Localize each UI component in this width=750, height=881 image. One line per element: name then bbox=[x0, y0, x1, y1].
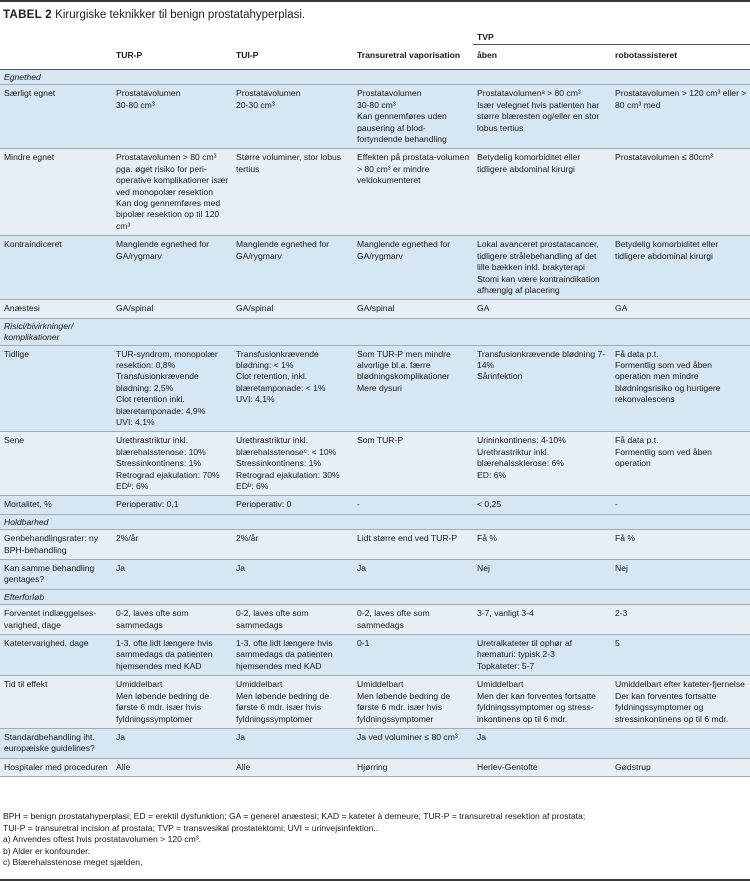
table-cell: - bbox=[611, 496, 750, 514]
table-cell: Få data p.t. Formentlig som ved åben operation men mindre blødningsrisiko og hurtigere rekonvalescens bbox=[611, 345, 750, 432]
table-cell: GA/spinal bbox=[112, 300, 232, 318]
table-row bbox=[0, 605, 750, 635]
row-label: Katetervarighed, dage bbox=[0, 635, 112, 676]
table-cell: Umiddelbart efter kateter-fjernelse Der kan forventes fortsatte fyldningssymptomer og stressinkontinens op til 6 mdr. bbox=[611, 676, 750, 729]
table-row bbox=[0, 676, 750, 729]
table-cell: Få data p.t. Formentlig som ved åben operation bbox=[611, 432, 750, 496]
table-cell: 2%/år bbox=[112, 530, 232, 560]
table-cell: Urininkontinens: 4-10% Urethrastriktur inkl. blærehalssklerose: 6% ED: 6% bbox=[473, 432, 611, 496]
table-cell: Større voluminer, stor lobus tertius bbox=[232, 149, 353, 236]
row-label: Hospitaler med proceduren bbox=[0, 758, 112, 776]
table-cell: GA/spinal bbox=[232, 300, 353, 318]
table-cell: Ja bbox=[232, 560, 353, 590]
table-cell: Som TUR-P bbox=[353, 432, 473, 496]
table-cell: Manglende egnethed for GA/rygmarv bbox=[353, 236, 473, 300]
techniques-table bbox=[0, 30, 750, 777]
section-label: Efterforløb bbox=[0, 589, 750, 604]
table-cell: Prostatavolumen 30-80 cm³ Kan gennemføres uden pausering af blod-fortyndende behandling bbox=[353, 85, 473, 149]
header-col-vaporisation: Transuretral vaporisation bbox=[353, 45, 473, 70]
section-label: Risici/bivirkninger/ komplikationer bbox=[0, 318, 750, 345]
section-row bbox=[0, 589, 750, 604]
table-cell: Ja bbox=[473, 728, 611, 758]
table-cell: GA/spinal bbox=[353, 300, 473, 318]
table-cell: Umiddelbart Men løbende bedring de første 6 mdr. især hvis fyldningssymptomer bbox=[112, 676, 232, 729]
table-row bbox=[0, 236, 750, 300]
table-cell: Prostatavolumen ≤ 80cm³ bbox=[611, 149, 750, 236]
row-label: Kontraindiceret bbox=[0, 236, 112, 300]
table-title: Kirurgiske teknikker til benign prostatahyperplasi. bbox=[51, 9, 306, 21]
table-cell: 1-3, ofte lidt længere hvis sammedags da patienten hjemsendes med KAD bbox=[232, 635, 353, 676]
footnote: a) Anvendes oftest hvis prostatavolumen > 120 cm³. bbox=[3, 834, 201, 845]
table-cell: 1-3, ofte lidt længere hvis sammedags da patienten hjemsendes med KAD bbox=[112, 635, 232, 676]
table-cell: Umiddelbart Men løbende bedring de første 6 mdr. især hvis fyldningssymptomer bbox=[232, 676, 353, 729]
table-cell: Transfusionkrævende blødning 7-14% Sårinfektion bbox=[473, 345, 611, 432]
table-row bbox=[0, 149, 750, 236]
row-label: Anæstesi bbox=[0, 300, 112, 318]
table-cell: Umiddelbart Men løbende bedring de første 6 mdr. især hvis fyldningssymptomer bbox=[353, 676, 473, 729]
table-cell: Som TUR-P men mindre alvorlige bl.a. færre blødningskomplikationer Mere dysuri bbox=[353, 345, 473, 432]
table-row bbox=[0, 530, 750, 560]
header-col-turp: TUR-P bbox=[112, 45, 232, 70]
table-cell: 0-1 bbox=[353, 635, 473, 676]
row-label: Standardbehandling iht. europæiske guidelines? bbox=[0, 728, 112, 758]
header-col-robot: robotassisteret bbox=[611, 45, 750, 70]
table-cell: < 0,25 bbox=[473, 496, 611, 514]
table-row bbox=[0, 635, 750, 676]
section-label: Egnethed bbox=[0, 70, 750, 85]
table-cell: Nej bbox=[611, 560, 750, 590]
section-row bbox=[0, 514, 750, 529]
table-cell: Urethrastriktur inkl. blærehalsstenoseᶜ: < 10% Stressinkontinens: 1% Retrograd ejakulation: 30% EDᵇ: 6% bbox=[232, 432, 353, 496]
footnote: c) Blærehalsstenose meget sjælden, bbox=[3, 857, 143, 868]
table-row bbox=[0, 432, 750, 496]
table-cell: Manglende egnethed for GA/rygmarv bbox=[232, 236, 353, 300]
table-cell: 2%/år bbox=[232, 530, 353, 560]
table-cell: Alle bbox=[232, 758, 353, 776]
table-cell: Ja bbox=[232, 728, 353, 758]
table-cell: Prostatavolumen 20-30 cm³ bbox=[232, 85, 353, 149]
header-col-0 bbox=[0, 45, 112, 70]
table-cell: Transfusionkrævende blødning: < 1% Clot retention, inkl. blæretamponade: < 1% UVI: 4,1% bbox=[232, 345, 353, 432]
table-row bbox=[0, 728, 750, 758]
table-cell: Prostatavolumen > 120 cm³ eller > 80 cm³ med bbox=[611, 85, 750, 149]
header-col-tuip: TUI-P bbox=[232, 45, 353, 70]
row-label: Sene bbox=[0, 432, 112, 496]
table-cell: GA bbox=[473, 300, 611, 318]
table-row bbox=[0, 300, 750, 318]
row-label: Særligt egnet bbox=[0, 85, 112, 149]
table-cell bbox=[611, 728, 750, 758]
table-cell: 0-2, laves ofte som sammedags bbox=[112, 605, 232, 635]
table-label: TABEL 2 bbox=[3, 9, 52, 21]
row-label: Forventet indlæggelses-varighed, dage bbox=[0, 605, 112, 635]
table-cell: 5 bbox=[611, 635, 750, 676]
table-cell: Lidt større end ved TUR-P bbox=[353, 530, 473, 560]
header-col-aaben: åben bbox=[473, 45, 611, 70]
row-label: Tid til effekt bbox=[0, 676, 112, 729]
row-label: Kan samme behandling gentages? bbox=[0, 560, 112, 590]
table-cell: 2-3 bbox=[611, 605, 750, 635]
table-cell: - bbox=[353, 496, 473, 514]
table-cell: Gødstrup bbox=[611, 758, 750, 776]
footnote: TUI-P = transuretral incision af prostata; TVP = transvesikal prostatektomi; UVI = urinvejsinfektion.. bbox=[3, 822, 379, 833]
table-cell: Få % bbox=[473, 530, 611, 560]
table-cell: Ja ved voluminer ≤ 80 cm³ bbox=[353, 728, 473, 758]
table-cell: Effekten på prostata-volumen > 80 cm³ er mindre veldokumenteret bbox=[353, 149, 473, 236]
table-cell: TUR-syndrom, monopolær resektion: 0,8% Transfusionkrævende blødning: 2,5% Clot retention inkl. blæretamponade: 4,9% UVI: 4,1% bbox=[112, 345, 232, 432]
section-row bbox=[0, 318, 750, 345]
footnotes bbox=[3, 811, 748, 869]
section-label: Holdbarhed bbox=[0, 514, 750, 529]
footnote: BPH = benign prostatahyperplasi; ED = erektil dysfunktion; GA = generel anæstesi; KAD = kateter à demeure; TUR-P = transuretral resektion af prostata; bbox=[3, 811, 586, 821]
table-cell: Ja bbox=[353, 560, 473, 590]
table-cell: Perioperativ: 0,1 bbox=[112, 496, 232, 514]
table-cell: Prostatavolumen > 80 cm³ pga. øget risiko for peri-operative komplikationer især ved monopolær resektion Kan dog gennemføres med bipolær resektion op til 120 cm³ bbox=[112, 149, 232, 236]
table-cell: Betydelig komorbiditet eller tidligere abdominal kirurgi bbox=[611, 236, 750, 300]
table-row bbox=[0, 345, 750, 432]
row-label: Mindre egnet bbox=[0, 149, 112, 236]
table-cell: Manglende egnethed for GA/rygmarv bbox=[112, 236, 232, 300]
table-cell: Ja bbox=[112, 728, 232, 758]
table-cell: Prostatavolumen 30-80 cm³ bbox=[112, 85, 232, 149]
table-cell: Prostatavolumenᵃ > 80 cm³ Især velegnet hvis patienten har større blæresten og/eller en stor lobus tertius bbox=[473, 85, 611, 149]
table-row bbox=[0, 496, 750, 514]
table-cell: Nej bbox=[473, 560, 611, 590]
top-rule bbox=[0, 0, 750, 2]
table-cell: Alle bbox=[112, 758, 232, 776]
table-cell: 0-2, laves ofte som sammedags bbox=[353, 605, 473, 635]
table-cell: Umiddelbart Men der kan forventes fortsatte fyldningssymptomer og stress-inkontinens op til 6 mdr. bbox=[473, 676, 611, 729]
row-label: Mortalitet, % bbox=[0, 496, 112, 514]
table-cell: Få % bbox=[611, 530, 750, 560]
table-cell: Betydelig komorbiditet eller tidligere abdominal kirurgi bbox=[473, 149, 611, 236]
section-row bbox=[0, 70, 750, 85]
table-cell: 0-2, laves ofte som sammedags bbox=[232, 605, 353, 635]
table-body bbox=[0, 70, 750, 777]
table-cell: GA bbox=[611, 300, 750, 318]
header-tvp-group: TVP bbox=[473, 30, 750, 45]
footnote: b) Alder er konfounder. bbox=[3, 845, 90, 856]
table-row bbox=[0, 85, 750, 149]
table-cell: Uretralkateter til ophør af hæmaturi: typisk 2-3 Topkateter: 5-7 bbox=[473, 635, 611, 676]
table-cell: 3-7, vanligt 3-4 bbox=[473, 605, 611, 635]
table-cell: Herlev-Gentofte bbox=[473, 758, 611, 776]
table-cell: Urethrastriktur inkl. blærehalsstenose: 10% Stressinkontinens: 1% Retrograd ejakulation: 70% EDᵇ: 6% bbox=[112, 432, 232, 496]
table-row bbox=[0, 758, 750, 776]
table-caption bbox=[3, 9, 305, 21]
row-label: Tidlige bbox=[0, 345, 112, 432]
row-label: Genbehandlingsrater: ny BPH-behandling bbox=[0, 530, 112, 560]
table-cell: Lokal avanceret prostatacancer, tidligere strålebehandling af det lille bækken inkl. brakyterapi Stomi kan være kontraindikation afhængig af placering bbox=[473, 236, 611, 300]
header-spacer bbox=[0, 30, 473, 45]
table-cell: Hjørring bbox=[353, 758, 473, 776]
table-row bbox=[0, 560, 750, 590]
table-cell: Ja bbox=[112, 560, 232, 590]
table-cell: Perioperativ: 0 bbox=[232, 496, 353, 514]
